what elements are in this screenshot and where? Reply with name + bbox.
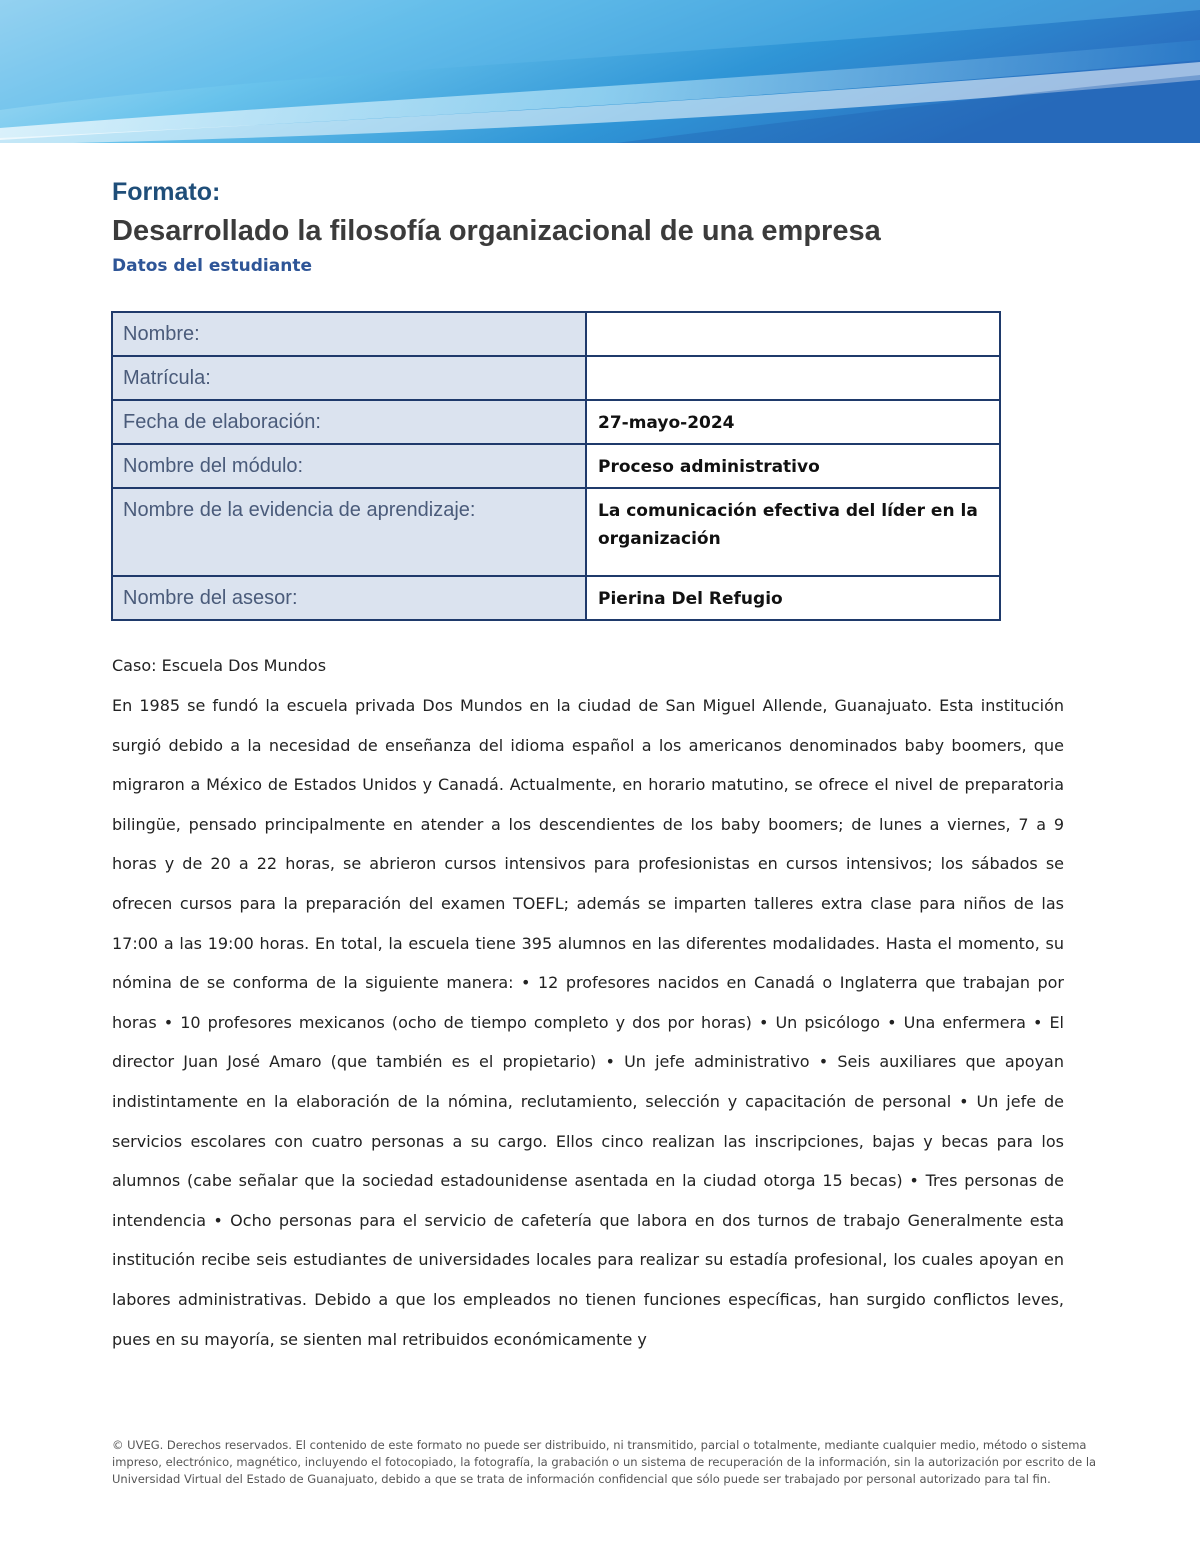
- table-row: [112, 356, 1000, 400]
- row-label: Nombre del módulo:: [112, 444, 586, 488]
- row-label: Fecha de elaboración:: [112, 400, 586, 444]
- table-row: [112, 312, 1000, 356]
- row-value[interactable]: [586, 356, 1000, 400]
- row-value[interactable]: Proceso administrativo: [586, 444, 1000, 488]
- student-data-table: [111, 311, 1001, 621]
- row-value[interactable]: La comunicación efectiva del líder en la organización: [586, 488, 1000, 576]
- header-banner: [0, 0, 1200, 145]
- row-value[interactable]: [586, 312, 1000, 356]
- table-row: [112, 400, 1000, 444]
- copyright-footer: © UVEG. Derechos reservados. El contenido de este formato no puede ser distribuido, ni transmitido, parcial o totalmente, mediante cualquier medio, método o sistema impreso, electrónico, magnético, incluyendo el fotocopiado, la fotografía, la grabación o un sistema de recuperación de la información, sin la autorización por escrito de la Universidad Virtual del Estado de Guanajuato, debido a que se trata de información confidencial que sólo puede ser trabajado por personal autorizado para tal fin.: [112, 1438, 1097, 1486]
- document-title: Desarrollado la filosofía organizacional de una empresa: [112, 215, 881, 247]
- table-row: [112, 576, 1000, 620]
- row-value[interactable]: 27-mayo-2024: [586, 400, 1000, 444]
- section-subtitle: Datos del estudiante: [112, 256, 312, 276]
- case-title: Caso: Escuela Dos Mundos: [112, 656, 327, 675]
- row-label: Nombre:: [112, 312, 586, 356]
- row-label: Matrícula:: [112, 356, 586, 400]
- table-row: [112, 488, 1000, 576]
- format-label: Formato:: [112, 178, 221, 206]
- row-label: Nombre del asesor:: [112, 576, 586, 620]
- document-heading: [112, 175, 1072, 279]
- case-section: [112, 652, 1064, 1359]
- row-label: Nombre de la evidencia de aprendizaje:: [112, 488, 586, 576]
- table-row: [112, 444, 1000, 488]
- case-paragraph: En 1985 se fundó la escuela privada Dos Mundos en la ciudad de San Miguel Allende, Guanajuato. Esta institución surgió debido a la necesidad de enseñanza del idioma español a los americanos denominados baby boomers, que migraron a México de Estados Unidos y Canadá. Actualmente, en horario matutino, se ofrece el nivel de preparatoria bilingüe, pensado principalmente en atender a los descendientes de los baby boomers; de lunes a viernes, 7 a 9 horas y de 20 a 22 horas, se abrieron cursos intensivos para profesionistas en cursos intensivos; los sábados se ofrecen cursos para la preparación del examen TOEFL; además se imparten talleres extra clase para niños de las 17:00 a las 19:00 horas. En total, la escuela tiene 395 alumnos en las diferentes modalidades. Hasta el momento, su nómina de se conforma de la siguiente manera: • 12 profesores nacidos en Canadá o Inglaterra que trabajan por horas • 10 profesores mexicanos (ocho de tiempo completo y dos por horas) • Un psicólogo • Una enfermera • El director Juan José Amaro (que también es el propietario) • Un jefe administrativo • Seis auxiliares que apoyan indistintamente en la elaboración de la nómina, reclutamiento, selección y capacitación de personal • Un jefe de servicios escolares con cuatro personas a su cargo. Ellos cinco realizan las inscripciones, bajas y becas para los alumnos (cabe señalar que la sociedad estadounidense asentada en la ciudad otorga 15 becas) • Tres personas de intendencia • Ocho personas para el servicio de cafetería que labora en dos turnos de trabajo Generalmente esta institución recibe seis estudiantes de universidades locales para realizar su estadía profesional, los cuales apoyan en labores administrativas. Debido a que los empleados no tienen funciones específicas, han surgido conflictos leves, pues en su mayoría, se sienten mal retribuidos económicamente y: [112, 696, 1064, 1349]
- row-value[interactable]: Pierina Del Refugio: [586, 576, 1000, 620]
